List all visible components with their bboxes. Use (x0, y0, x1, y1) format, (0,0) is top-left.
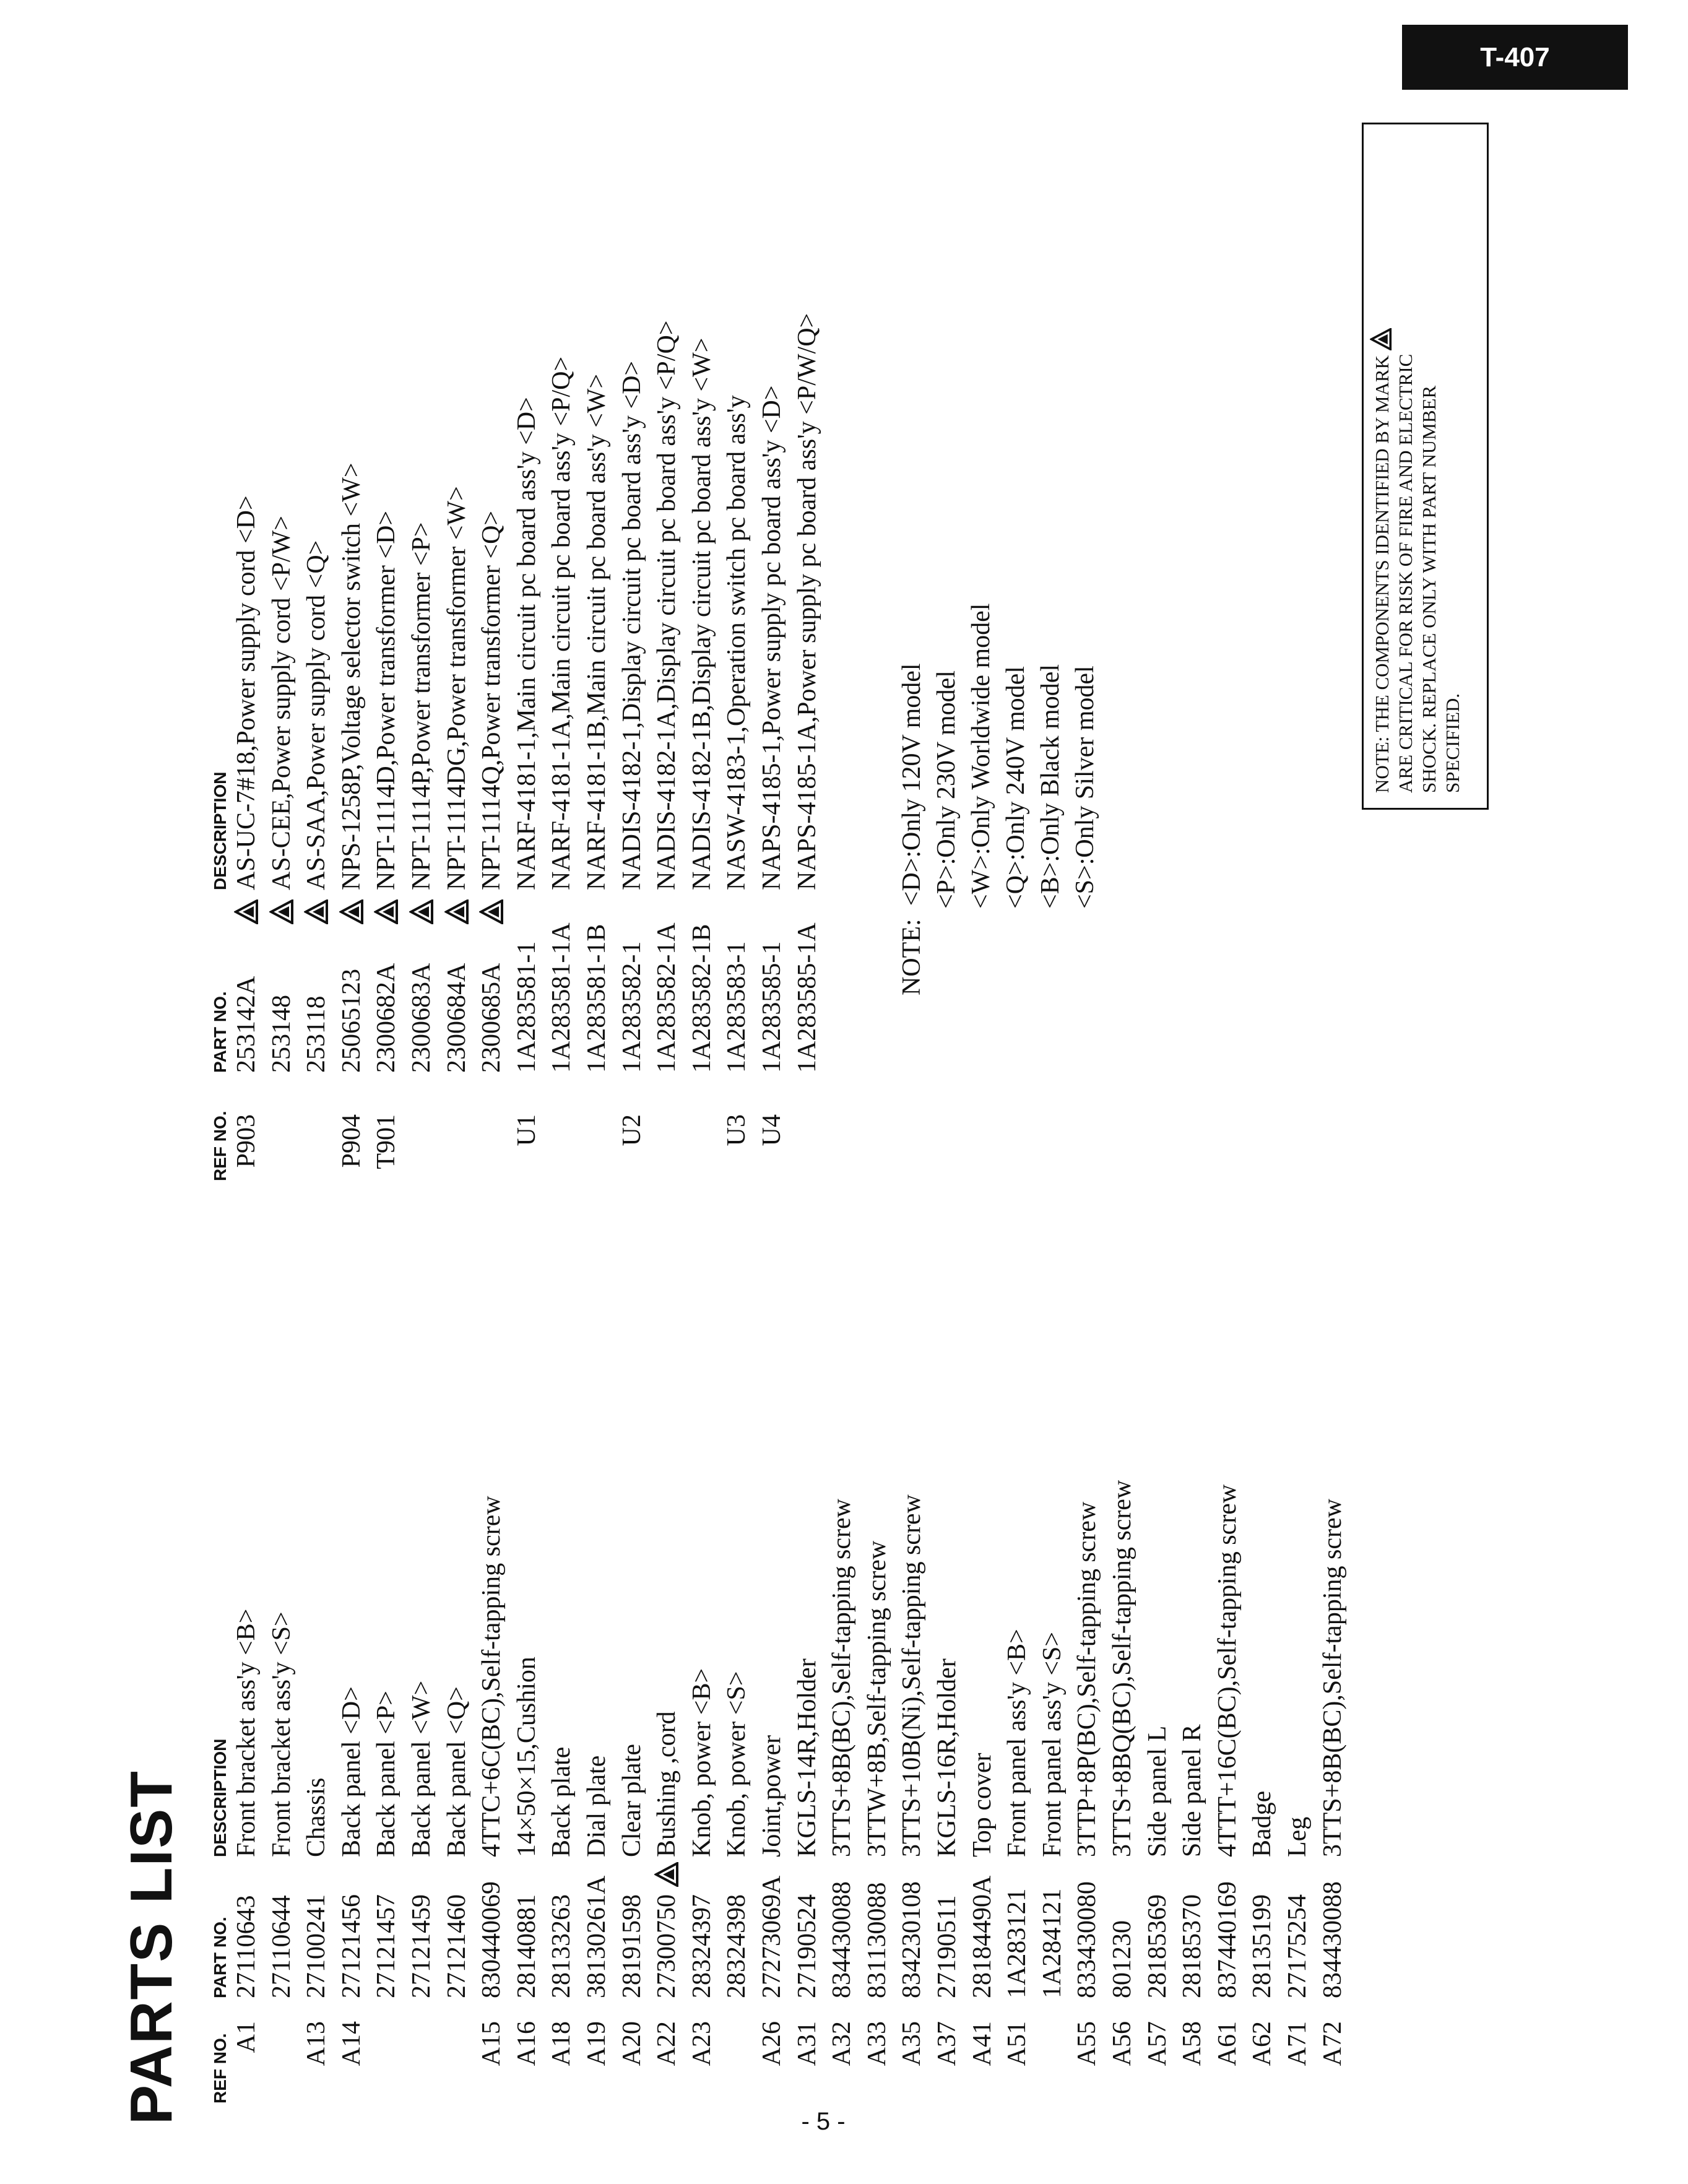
part-number: 833430080 (1073, 1881, 1102, 1998)
part-description: NPT-1114DG,Power transformer <W> (442, 486, 471, 890)
safety-note-line: NOTE: THE COMPONENTS IDENTIFIED BY MARK (1371, 355, 1393, 793)
part-number: 27100241 (302, 1894, 331, 1998)
model-variant-note (894, 604, 1102, 995)
part-number: 1A283585-1 (758, 941, 786, 1073)
part-number: 2300685A (477, 963, 506, 1073)
part-number: 2300684A (442, 963, 471, 1073)
model-note-line: <W>:Only Worldwide model (967, 603, 995, 909)
part-number: 830440069 (477, 1881, 506, 1998)
part-description: NASW-4183-1,Operation switch pc board ass'y (722, 395, 751, 890)
ref-number: A23 (687, 2021, 716, 2066)
part-description: Dial plate (582, 1755, 611, 1857)
part-number: 28135199 (1248, 1894, 1277, 1998)
part-description: Leg (1283, 1816, 1312, 1857)
part-description: AS-CEE,Power supply cord <P/W> (267, 515, 296, 890)
part-number: 1A283581-1B (582, 924, 611, 1073)
part-number: 27273069A (758, 1875, 786, 1998)
part-number: 834430088 (1318, 1881, 1347, 1998)
ref-number: A20 (617, 2021, 646, 2066)
ref-number: P903 (232, 1114, 261, 1168)
ref-number: A37 (933, 2021, 961, 2066)
part-number: 801230 (1108, 1920, 1136, 1998)
part-description: Side panel R (1178, 1724, 1207, 1857)
part-description: Bushing ,cord (652, 1711, 682, 1857)
ref-number: A1 (232, 2021, 261, 2053)
part-description: Back plate (547, 1746, 576, 1857)
part-number: 1A283581-1 (512, 941, 541, 1073)
part-number: 28140881 (512, 1894, 541, 1998)
part-description: NARF-4181-1A,Main circuit pc board ass'y <P/Q> (547, 356, 576, 890)
part-number: 28133263 (547, 1894, 576, 1998)
part-number: 28324398 (722, 1894, 751, 1998)
warning-triangle-icon (1370, 328, 1392, 350)
left-col-part-header: PART NO. (210, 1917, 230, 1998)
ref-number: P904 (337, 1114, 366, 1168)
part-description: Knob, power <S> (722, 1671, 751, 1857)
part-number: 2300683A (407, 963, 436, 1073)
part-number: 1A284121 (1037, 1888, 1067, 1998)
warning-triangle-icon (409, 899, 434, 924)
model-note-line: <B>:Only Black model (1036, 664, 1065, 909)
ref-number: A71 (1283, 2021, 1312, 2066)
ref-number: A56 (1108, 2021, 1136, 2066)
part-number: 27190524 (792, 1894, 821, 1998)
part-number: 253148 (267, 995, 296, 1073)
ref-number: A62 (1248, 2021, 1277, 2066)
ref-number: T901 (372, 1114, 401, 1169)
ref-number: A58 (1178, 2021, 1207, 2066)
part-description: NADIS-4182-1,Display circuit pc board ass'y <D> (617, 360, 646, 890)
part-number: 27300750 (652, 1894, 682, 1998)
part-description: Joint,power (758, 1735, 786, 1857)
part-number: 1A283582-1 (617, 941, 646, 1073)
warning-triangle-icon (304, 899, 329, 924)
part-description: AS-SAA,Power supply cord <Q> (302, 540, 331, 890)
ref-number: A19 (582, 2021, 611, 2066)
part-description: Chassis (302, 1777, 331, 1857)
ref-number: U3 (722, 1114, 751, 1146)
part-description: Back panel <D> (337, 1686, 366, 1857)
part-number: 27121460 (442, 1894, 471, 1998)
part-number: 837440169 (1213, 1881, 1242, 1998)
part-number: 834430088 (828, 1881, 857, 1998)
part-description: AS-UC-7#18,Power supply cord <D> (232, 495, 261, 890)
part-number: 28184490A (967, 1875, 997, 1998)
part-description: NPS-1258P,Voltage selector switch <W> (337, 462, 366, 890)
ref-number: A14 (337, 2021, 366, 2066)
ref-number: A31 (792, 2021, 821, 2066)
ref-number: A16 (512, 2021, 541, 2066)
part-description: Front bracket ass'y <B> (232, 1608, 261, 1857)
part-number: 38130261A (582, 1875, 611, 1998)
part-number: 1A283582-1B (687, 924, 716, 1073)
part-description: Knob, power <B> (687, 1668, 716, 1857)
part-number: 28185370 (1178, 1894, 1207, 1998)
part-description: Front bracket ass'y <S> (267, 1611, 296, 1857)
part-description: NADIS-4182-1A,Display circuit pc board ass'y <P/Q> (652, 320, 682, 890)
part-number: 27190511 (933, 1895, 961, 1998)
part-description: 3TTS+10B(Ni),Self-tapping screw (898, 1494, 927, 1857)
part-description: NPT-1114D,Power transformer <D> (372, 510, 401, 890)
left-col-ref-header: REF NO. (210, 2033, 230, 2104)
part-number: 831130088 (862, 1882, 891, 1998)
ref-number: A15 (477, 2021, 506, 2066)
left-col-desc-header: DESCRIPTION (210, 1738, 230, 1857)
part-number: 27175254 (1283, 1894, 1312, 1998)
ref-number: A51 (1003, 2021, 1032, 2066)
right-col-desc-header: DESCRIPTION (210, 771, 230, 890)
part-description: 3TTW+8B,Self-tapping screw (862, 1540, 891, 1857)
page-number: - 5 - (801, 2108, 846, 2135)
ref-number: U2 (617, 1114, 646, 1146)
part-description: KGLS-16R,Holder (933, 1658, 961, 1857)
part-number: 1A283121 (1003, 1888, 1032, 1998)
ref-number: A18 (547, 2021, 576, 2066)
part-number: 27121459 (407, 1894, 436, 1998)
ref-number: A41 (967, 2021, 997, 2066)
ref-number: A55 (1073, 2021, 1102, 2066)
warning-triangle-icon (374, 899, 399, 924)
part-description: 4TTC+6C(BC),Self-tapping screw (477, 1496, 506, 1857)
part-number: 253118 (302, 995, 331, 1073)
part-description: Back panel <P> (372, 1691, 401, 1857)
part-number: 1A283583-1 (722, 941, 751, 1073)
part-description: NAPS-4185-1,Power supply pc board ass'y <D> (758, 385, 786, 890)
part-number: 27121457 (372, 1894, 401, 1998)
part-description: NARF-4181-1B,Main circuit pc board ass'y <W> (582, 373, 611, 890)
part-number: 1A283582-1A (652, 922, 682, 1073)
part-description: NAPS-4185-1A,Power supply pc board ass'y <P/W/Q> (792, 313, 821, 890)
part-description: 3TTS+8B(BC),Self-tapping screw (1318, 1499, 1347, 1857)
part-description: NPT-1114Q,Power transformer <Q> (477, 510, 506, 890)
safety-note-box (1362, 123, 1489, 810)
part-number: 253142A (232, 976, 261, 1073)
right-col-part-header: PART NO. (210, 991, 230, 1073)
model-note-line: <P>:Only 230V model (932, 670, 961, 909)
part-number: 834230108 (898, 1881, 927, 1998)
ref-number: A32 (828, 2021, 857, 2066)
part-number: 1A283581-1A (547, 922, 576, 1073)
part-description: NARF-4181-1,Main circuit pc board ass'y <D> (512, 397, 541, 890)
warning-triangle-icon (269, 899, 294, 924)
part-description: 14×50×15,Cushion (512, 1657, 541, 1857)
warning-triangle-icon (654, 1862, 679, 1887)
part-description: Top cover (967, 1753, 997, 1857)
part-description: 3TTS+8BQ(BC),Self-tapping screw (1108, 1480, 1136, 1857)
model-note-line: <Q>:Only 240V model (1002, 666, 1030, 909)
safety-note-line: ARE CRITICAL FOR RISK OF FIRE AND ELECTRIC (1395, 353, 1416, 793)
ref-number: A57 (1143, 2021, 1172, 2066)
part-description: Back panel <Q> (442, 1686, 471, 1857)
part-description: Front panel ass'y <B> (1003, 1629, 1032, 1857)
part-description: Badge (1248, 1790, 1277, 1857)
part-number: 27110644 (267, 1895, 296, 1998)
ref-number: A35 (898, 2021, 927, 2066)
ref-number: A26 (758, 2021, 786, 2066)
part-number: 2300682A (372, 963, 401, 1073)
warning-triangle-icon (339, 899, 364, 924)
part-number: 1A283585-1A (792, 922, 821, 1073)
ref-number: U1 (512, 1114, 541, 1146)
ref-number: A22 (652, 2021, 682, 2066)
warning-triangle-icon (234, 899, 259, 924)
part-description: 4TTT+16C(BC),Self-tapping screw (1213, 1484, 1242, 1857)
part-description: 3TTP+8P(BC),Self-tapping screw (1073, 1501, 1102, 1857)
ref-number: U4 (758, 1114, 786, 1146)
part-description: 3TTS+8B(BC),Self-tapping screw (828, 1499, 857, 1857)
ref-number: A72 (1318, 2021, 1347, 2066)
part-description: NADIS-4182-1B,Display circuit pc board ass'y <W> (687, 337, 716, 890)
model-number-tab: T-407 (1402, 25, 1628, 90)
warning-triangle-icon (479, 899, 504, 924)
part-description: KGLS-14R,Holder (792, 1658, 821, 1857)
ref-number: A13 (302, 2021, 331, 2066)
part-description: Clear plate (617, 1743, 646, 1857)
right-col-ref-header: REF NO. (210, 1111, 230, 1181)
part-description: Side panel L (1143, 1725, 1172, 1857)
part-number: 25065123 (337, 969, 366, 1073)
ref-number: A61 (1213, 2021, 1242, 2066)
part-number: 27110643 (232, 1895, 261, 1998)
safety-note-line: SPECIFIED. (1442, 693, 1463, 793)
model-note-line: <D>:Only 120V model (898, 663, 926, 906)
safety-note-line: SHOCK. REPLACE ONLY WITH PART NUMBER (1418, 385, 1440, 793)
part-description: Front panel ass'y <S> (1037, 1631, 1067, 1857)
part-number: 28191598 (617, 1894, 646, 1998)
part-number: 28324397 (687, 1894, 716, 1998)
part-number: 28185369 (1143, 1894, 1172, 1998)
part-description: Back panel <W> (407, 1680, 436, 1857)
model-note-line: <S>:Only Silver model (1071, 665, 1099, 909)
ref-number: A33 (862, 2021, 891, 2066)
part-description: NPT-1114P,Power transformer <P> (407, 522, 436, 890)
model-note-label: NOTE: (898, 919, 926, 995)
page-title: PARTS LIST (118, 1770, 184, 2125)
part-number: 27121456 (337, 1894, 366, 1998)
warning-triangle-icon (444, 899, 469, 924)
